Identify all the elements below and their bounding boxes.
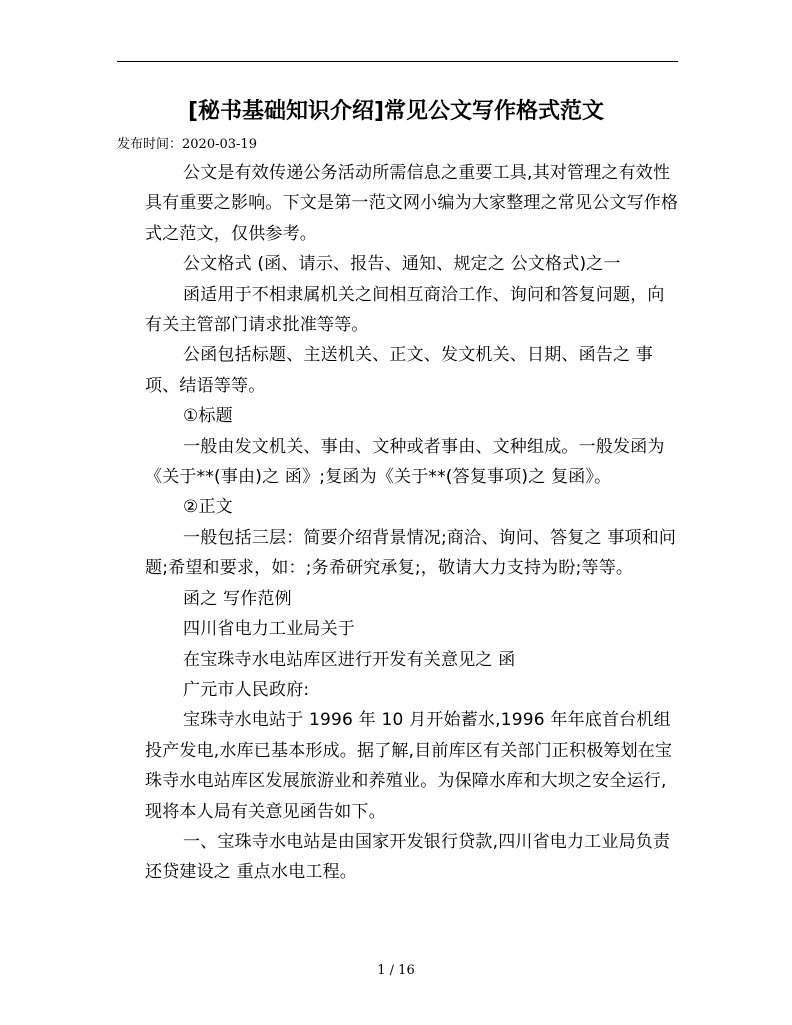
publish-date: 2020-03-19 [182,137,257,152]
paragraph: 公文格式 (函、请示、报告、通知、规定之 公文格式)之一 [183,254,621,275]
paragraph: 四川省电力工业局关于 [183,619,355,640]
paragraph: 一般由发文机关、事由、文种或者事由、文种组成。一般发函为《关于**(事由)之 函》;复函为《关于**(答复事项)之 复函》。 [145,436,665,488]
page-indicator: 1 / 16 [377,963,415,978]
paragraph: 宝珠寺水电站于 1996 年 10 月开始蓄水,1996 年年底首台机组投产发电,水库已基本形成。据了解,目前库区有关部门正积极筹划在宝珠寺水电站库区发展旅游业和养殖业。为保障水库和大坝之安全运行,现将本人局有关意见函告如下。 [145,710,673,822]
paragraph: 函之 写作范例 [183,588,292,609]
document-body [145,158,680,888]
publish-label: 发布时间： [117,137,183,152]
paragraph: ②正文 [183,497,233,518]
header-rule [117,61,678,62]
paragraph: ①标题 [183,406,233,427]
paragraph: 一般包括三层：简要介绍背景情况;商洽、询问、答复之 事项和问题;希望和要求，如：;务希研究承复;，敬请大力支持为盼;等等。 [145,527,677,579]
document-title: [秘书基础知识介绍]常见公文写作格式范文 [187,99,605,124]
publish-date-line [117,136,257,154]
paragraph: 公文是有效传递公务活动所需信息之重要工具,其对管理之有效性具有重要之影响。下文是第一范文网小编为大家整理之常见公文写作格式之范文，仅供参考。 [145,163,679,244]
paragraph: 公函包括标题、主送机关、正文、发文机关、日期、函告之 事项、结语等等。 [145,345,654,396]
paragraph: 广元市人民政府: [183,679,310,700]
paragraph: 一、宝珠寺水电站是由国家开发银行贷款,四川省电力工业局负责还贷建设之 重点水电工程。 [145,831,671,883]
paragraph: 在宝珠寺水电站库区进行开发有关意见之 函 [183,649,516,670]
paragraph: 函适用于不相隶属机关之间相互商洽工作、询问和答复问题，向有关主管部门请求批准等等。 [145,284,665,336]
